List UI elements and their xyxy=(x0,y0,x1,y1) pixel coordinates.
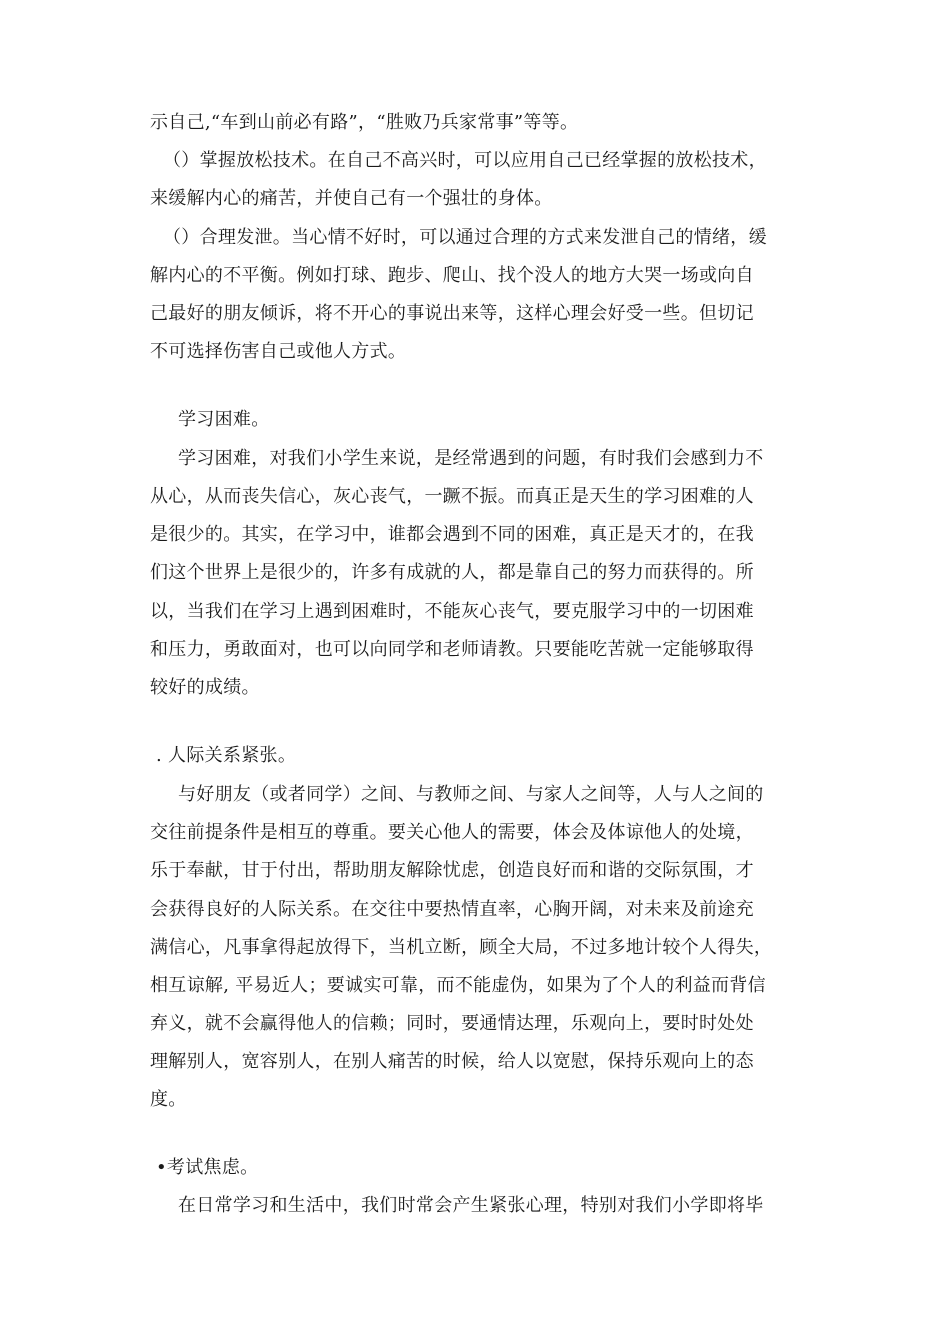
list-item-relaxation: （）掌握放松技术。在自己不高兴时，可以应用自己已经掌握的放松技术， xyxy=(163,150,767,171)
text-line: 己最好的朋友倾诉，将不开心的事说出来等，这样心理会好受一些。但切记 xyxy=(150,303,754,324)
text-line: 乐于奉献，甘于付出，帮助朋友解除忧虑，创造良好而和谐的交际氛围，才 xyxy=(150,860,754,881)
text-line: 学习困难，对我们小学生来说，是经常遇到的问题，有时我们会感到力不 xyxy=(178,448,764,469)
list-item-venting: （）合理发泄。当心情不好时，可以通过合理的方式来发泄自己的情绪，缓 xyxy=(163,227,767,248)
section-heading-relationships: . 人际关系紧张。 xyxy=(156,745,297,766)
text-line: 理解别人，宽容别人，在别人痛苦的时候，给人以宽慰，保持乐观向上的态 xyxy=(150,1051,754,1072)
text-line: 交往前提条件是相互的尊重。要关心他人的需要，体会及体谅他人的处境， xyxy=(150,822,754,843)
text-line: 弃义，就不会赢得他人的信赖；同时，要通情达理，乐观向上，要时时处处 xyxy=(150,1013,754,1034)
text-line: 较好的成绩。 xyxy=(150,677,260,698)
text-line: 在日常学习和生活中，我们时常会产生紧张心理，特别对我们小学即将毕 xyxy=(178,1195,764,1216)
text-line: 从心，从而丧失信心，灰心丧气，一蹶不振。而真正是天生的学习困难的人 xyxy=(150,486,754,507)
text-line: 和压力，勇敢面对，也可以向同学和老师请教。只要能吃苦就一定能够取得 xyxy=(150,639,754,660)
text-line: 相互谅解, 平易近人；要诚实可靠，而不能虚伪，如果为了个人的利益而背信 xyxy=(150,975,766,996)
text-line: 是很少的。其实，在学习中，谁都会遇到不同的困难，真正是天才的，在我 xyxy=(150,524,754,545)
text-line: 们这个世界上是很少的，许多有成就的人，都是靠自己的努力而获得的。所 xyxy=(150,562,754,583)
text-line: 会获得良好的人际关系。在交往中要热情直率，心胸开阔，对未来及前途充 xyxy=(150,899,754,920)
text-line: 以，当我们在学习上遇到困难时，不能灰心丧气，要克服学习中的一切困难 xyxy=(150,601,754,622)
text-line: 满信心，凡事拿得起放得下，当机立断，顾全大局，不过多地计较个人得失， xyxy=(150,937,773,958)
text-line: 示自己,“车到山前必有路”，“胜败乃兵家常事”等等。 xyxy=(150,112,579,133)
text-line: 与好朋友（或者同学）之间、与教师之间、与家人之间等，人与人之间的 xyxy=(178,784,764,805)
text-line: 来缓解内心的痛苦，并使自己有一个强壮的身体。 xyxy=(150,188,553,209)
section-heading-learning: 学习困难。 xyxy=(178,409,270,430)
text-line: 度。 xyxy=(150,1089,187,1110)
text-line: 解内心的不平衡。例如打球、跑步、爬山、找个没人的地方大哭一场或向自 xyxy=(150,265,754,286)
text-line: 不可选择伤害自己或他人方式。 xyxy=(150,341,407,362)
section-heading-exam-anxiety: •考试焦虑。 xyxy=(156,1157,259,1178)
